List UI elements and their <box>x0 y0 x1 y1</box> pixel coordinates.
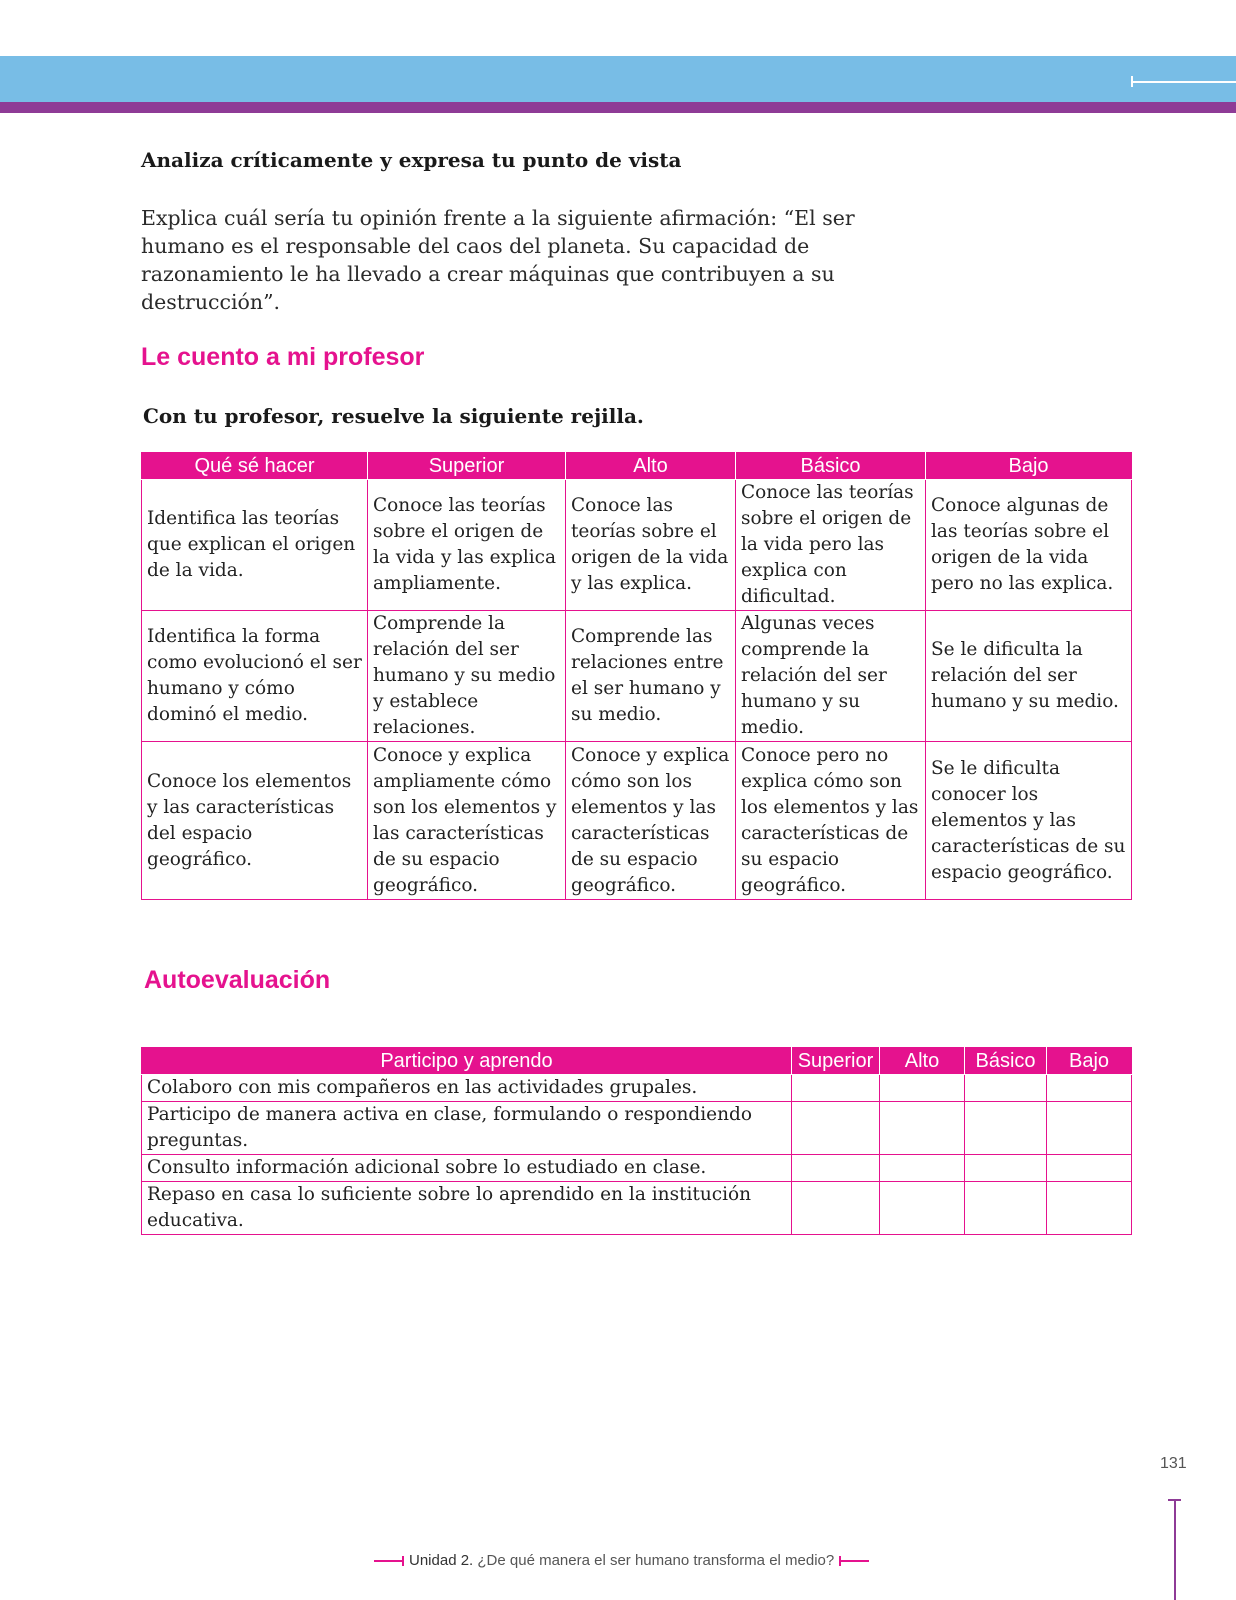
self-eval-title: Autoevaluación <box>144 966 331 994</box>
rubric-header: Superior <box>368 453 566 480</box>
rubric-cell: Conoce las teorías sobre el origen de la vida y las explica ampliamente. <box>368 480 566 611</box>
rubric-cell: Comprende las relaciones entre el ser humano y su medio. <box>566 611 736 742</box>
table-row <box>142 1075 1132 1102</box>
self-eval-header: Alto <box>880 1048 965 1075</box>
rubric-cell: Algunas veces comprende la relación del ser humano y su medio. <box>736 611 926 742</box>
rubric-header: Qué sé hacer <box>142 453 368 480</box>
rubric-cell: Conoce los elementos y las características del espacio geográfico. <box>142 742 368 900</box>
rubric-header: Bajo <box>926 453 1132 480</box>
rating-cell-alto[interactable] <box>880 1075 965 1102</box>
table-row <box>142 1155 1132 1182</box>
rating-cell-bajo[interactable] <box>1047 1182 1132 1235</box>
rubric-cell: Comprende la relación del ser humano y su medio y establece relaciones. <box>368 611 566 742</box>
footer-left-ornament <box>374 1560 404 1562</box>
teacher-section-title: Le cuento a mi profesor <box>141 343 425 371</box>
header-band-purple <box>0 102 1236 113</box>
rating-cell-basico[interactable] <box>965 1155 1047 1182</box>
header-ornament-tick <box>1131 76 1133 87</box>
rating-cell-bajo[interactable] <box>1047 1075 1132 1102</box>
table-row <box>142 742 1132 900</box>
footer-question: ¿De qué manera el ser humano transforma el medio? <box>473 1552 835 1569</box>
footer-unit: Unidad 2. <box>409 1552 474 1569</box>
rubric-cell: Se le dificulta la relación del ser humano y su medio. <box>926 611 1132 742</box>
teacher-instruction: Con tu profesor, resuelve la siguiente rejilla. <box>143 404 644 428</box>
self-eval-header: Bajo <box>1047 1048 1132 1075</box>
rating-cell-basico[interactable] <box>965 1102 1047 1155</box>
self-eval-item: Consulto información adicional sobre lo estudiado en clase. <box>142 1155 792 1182</box>
rubric-cell: Conoce las teorías sobre el origen de la vida pero las explica con dificultad. <box>736 480 926 611</box>
rating-cell-basico[interactable] <box>965 1075 1047 1102</box>
footer <box>374 1552 869 1569</box>
self-eval-item: Repaso en casa lo suficiente sobre lo aprendido en la institución educativa. <box>142 1182 792 1235</box>
header-ornament-line <box>1131 81 1236 83</box>
rating-cell-alto[interactable] <box>880 1182 965 1235</box>
rubric-cell: Se le dificulta conocer los elementos y las características de su espacio geográfico. <box>926 742 1132 900</box>
rubric-cell: Conoce y explica cómo son los elementos y las características de su espacio geográfico. <box>566 742 736 900</box>
rubric-header: Básico <box>736 453 926 480</box>
table-row <box>142 480 1132 611</box>
rating-cell-superior[interactable] <box>792 1075 880 1102</box>
table-row <box>142 1182 1132 1235</box>
rubric-header-row <box>142 453 1132 480</box>
self-eval-item: Colaboro con mis compañeros en las actividades grupales. <box>142 1075 792 1102</box>
self-eval-header-row <box>142 1048 1132 1075</box>
table-row <box>142 611 1132 742</box>
rating-cell-bajo[interactable] <box>1047 1102 1132 1155</box>
rating-cell-basico[interactable] <box>965 1182 1047 1235</box>
rubric-cell: Conoce y explica ampliamente cómo son los elementos y las características de su espacio geográfico. <box>368 742 566 900</box>
rubric-cell: Identifica la forma como evolucionó el ser humano y cómo dominó el medio. <box>142 611 368 742</box>
rating-cell-alto[interactable] <box>880 1102 965 1155</box>
critical-heading: Analiza críticamente y expresa tu punto de vista <box>141 148 682 172</box>
page-number: 131 <box>1160 1455 1187 1472</box>
self-eval-item: Participo de manera activa en clase, formulando o respondiendo preguntas. <box>142 1102 792 1155</box>
header-band-blue <box>0 56 1236 102</box>
rating-cell-superior[interactable] <box>792 1102 880 1155</box>
self-eval-header: Participo y aprendo <box>142 1048 792 1075</box>
self-eval-header: Básico <box>965 1048 1047 1075</box>
rubric-cell: Conoce las teorías sobre el origen de la vida y las explica. <box>566 480 736 611</box>
rubric-cell: Conoce algunas de las teorías sobre el origen de la vida pero no las explica. <box>926 480 1132 611</box>
table-row <box>142 1102 1132 1155</box>
page-ornament-line <box>1174 1499 1176 1600</box>
self-eval-header: Superior <box>792 1048 880 1075</box>
rating-cell-alto[interactable] <box>880 1155 965 1182</box>
footer-text <box>409 1552 834 1569</box>
rubric-cell: Conoce pero no explica cómo son los elementos y las características de su espacio geográfico. <box>736 742 926 900</box>
rating-cell-bajo[interactable] <box>1047 1155 1132 1182</box>
rubric-table <box>141 452 1132 900</box>
critical-prompt: Explica cuál sería tu opinión frente a la siguiente afirmación: “El ser humano es el responsable del caos del planeta. Su capacidad de razonamiento le ha llevado a crear máquinas que contribuyen a su destrucción”. <box>141 206 855 314</box>
rating-cell-superior[interactable] <box>792 1155 880 1182</box>
rubric-cell: Identifica las teorías que explican el origen de la vida. <box>142 480 368 611</box>
self-eval-table <box>141 1047 1132 1235</box>
footer-right-ornament <box>839 1560 869 1562</box>
rating-cell-superior[interactable] <box>792 1182 880 1235</box>
rubric-header: Alto <box>566 453 736 480</box>
